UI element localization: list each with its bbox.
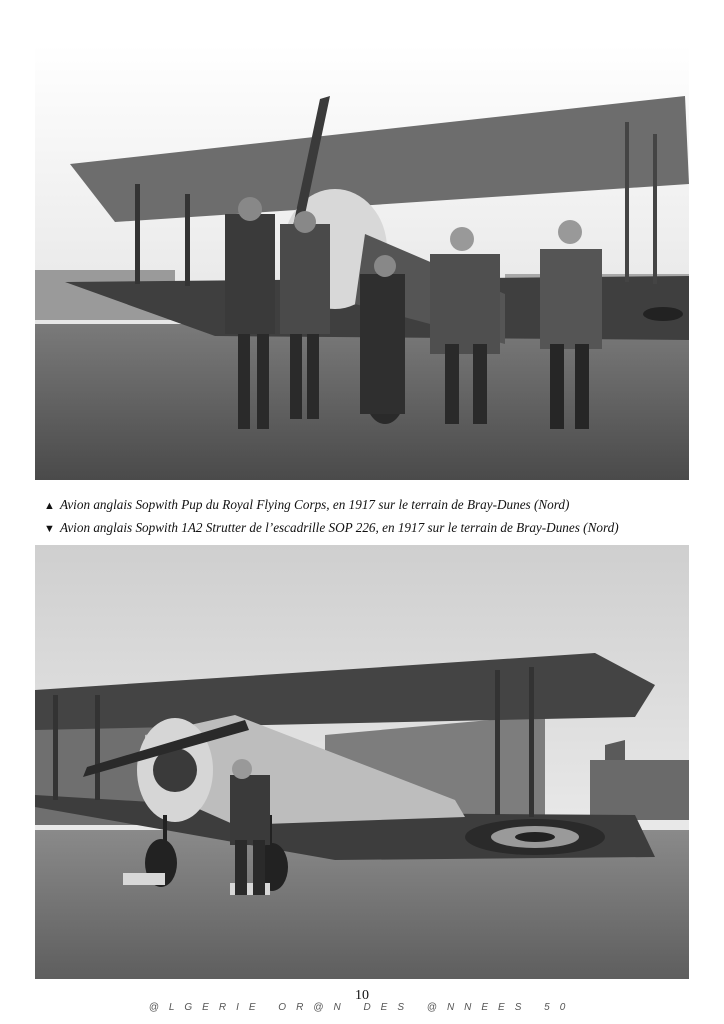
caption-bottom-text: Avion anglais Sopwith 1A2 Strutter de l’escadrille SOP 226, en 1917 sur le terrain de Bray-Dunes (Nord) (60, 520, 619, 535)
photo-captions (44, 494, 704, 540)
caption-bottom (44, 517, 704, 540)
photo-sopwith-strutter-image (35, 545, 689, 979)
down-triangle-icon: ▼ (44, 523, 55, 535)
photo-sopwith-pup (35, 44, 689, 480)
caption-top (44, 494, 704, 517)
footer-title: @LGERIE OR@N DES @NNEES 50 (148, 1002, 576, 1013)
caption-top-text: Avion anglais Sopwith Pup du Royal Flying Corps, en 1917 sur le terrain de Bray-Dunes (Nord) (60, 497, 570, 512)
page-number: 10 (355, 988, 369, 1003)
up-triangle-icon: ▲ (44, 500, 55, 512)
photo-sopwith-strutter (35, 545, 689, 979)
photo-sopwith-pup-image (35, 44, 689, 480)
